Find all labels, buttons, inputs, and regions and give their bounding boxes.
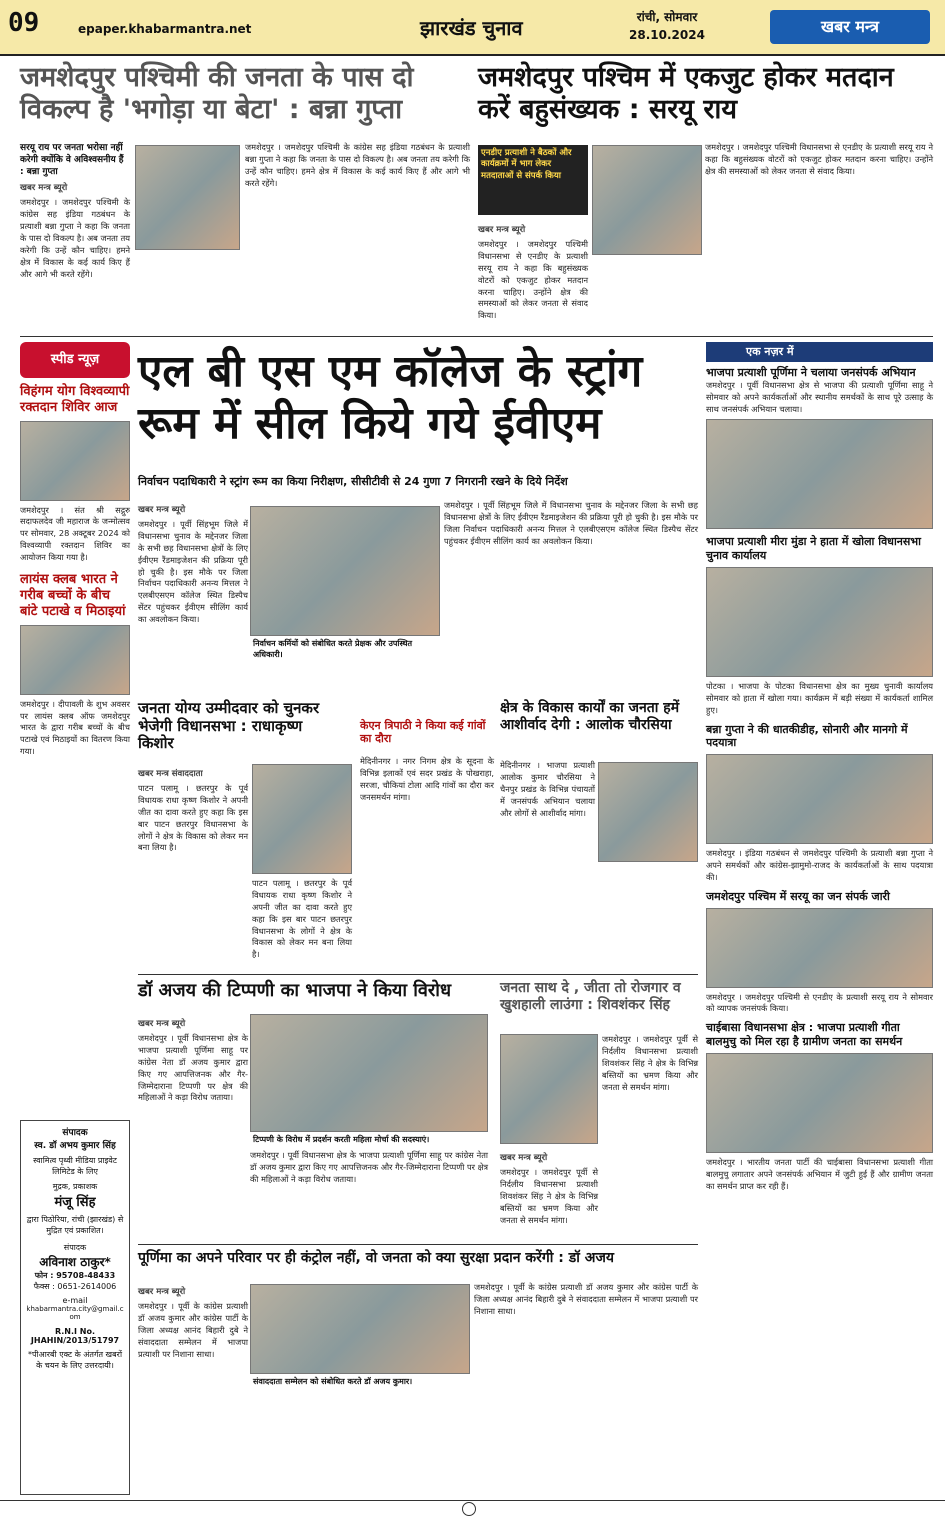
story1-col2 — [245, 142, 470, 332]
ek-nazar-n4-photo — [706, 908, 933, 988]
ek-nazar-badge-box — [706, 342, 933, 362]
section-title: झारखंड चुनाव — [420, 16, 523, 40]
story5-col — [360, 756, 494, 968]
story7-col2 — [250, 1150, 488, 1240]
imprint-editor-label: संपादक — [63, 1243, 87, 1252]
story8-byline: खबर मन्त्र ब्यूरो — [500, 1153, 548, 1163]
imprint-printer: मंजू सिंह — [54, 1195, 96, 1210]
story4-photo — [252, 764, 352, 874]
story2-body-continued: जमशेदपुर । जमशेदपुर पश्चिमी विधानसभा से एनडीए के प्रत्याशी सरयू राय ने कहा कि बहुसंख्यक वोटरों को एकजुट होकर मतदान करना चाहिए। उन्होंने क्षेत्र की समस्याओं को लेकर जनता से संवाद किया। — [705, 142, 933, 176]
imprint-fax: फैक्स : 0651-2614006 — [33, 1282, 117, 1291]
main-body: जमशेदपुर । पूर्वी सिंहभूम जिले में विधानसभा चुनाव के मद्देनजर जिला के सभी छह विधानसभा क्षेत्रों के लिए ईवीएम रैंडमाइजेशन की प्रक्रिया पूरी हो चुकी है। इस मौके पर जिला निर्वाचन पदाधिकारी अनन्य मित्तल ने एलबीएसएम कॉलेज स्थित डिस्पैच सेंटर पहुंचकर ईवीएम सीलिंग कार्य का अवलोकन किया। — [138, 519, 248, 625]
story4-body-continued: पाटन पलामू । छतरपुर के पूर्व विधायक राधा कृष्ण किशोर ने अपनी जीत का दावा करते हुए कहा कि इस बार पाटन छतरपुर विधानसभा के लोगों ने क्षेत्र के विकास को लेकर मन बना लिया है। — [252, 878, 352, 960]
ek-nazar-n3-photo — [706, 754, 933, 844]
story9-caption-box — [250, 1375, 470, 1389]
main-subhead-box — [138, 474, 698, 496]
imprint-editor: अविनाश ठाकुर* — [39, 1255, 111, 1269]
date: 28.10.2024 — [629, 28, 705, 42]
speed-news-item1-photo — [20, 421, 130, 501]
story9-body: जमशेदपुर । पूर्वी के कांग्रेस प्रत्याशी डॉ अजय कुमार और कांग्रेस पार्टी के जिला अध्यक्ष आनंद बिहारी दुबे ने संवाददाता सम्मेलन में भाजपा प्रत्याशी पर निशाना साधा। — [138, 1301, 248, 1359]
brand-logo: खबर मन्त्र — [770, 10, 930, 44]
story2-col1 — [478, 220, 588, 332]
main-byline: खबर मन्त्र ब्यूरो — [138, 505, 186, 515]
main-photo — [250, 506, 440, 636]
story6-col — [500, 760, 595, 968]
story1-headline-box — [20, 62, 468, 140]
story5-body: मेदिनीनगर । नगर निगम क्षेत्र के सूदना के विभिन्न इलाकों एवं सदर प्रखंड के पोखराहा, सरजा, चौकियां टोला आदि गांवों का दौरा कर जनसमर्थन मांगा। — [360, 756, 494, 802]
main-col1 — [138, 500, 248, 690]
ek-nazar-n4-title: जमशेदपुर पश्चिम में सरयू का जन संपर्क जारी — [706, 889, 890, 903]
story5-headline: केएन त्रिपाठी ने किया कई गांवों का दौरा — [360, 719, 486, 745]
epaper-url[interactable]: epaper.khabarmantra.net — [78, 22, 252, 36]
story7-body: जमशेदपुर । पूर्वी विधानसभा क्षेत्र के भाजपा प्रत्याशी पूर्णिमा साहू पर कांग्रेस नेता डॉ अजय कुमार द्वारा किए गए आपत्तिजनक और गैर-जिम्मेदाराना टिप्पणी पर क्षेत्र की महिलाओं ने कड़ा विरोध जताया। — [138, 1033, 248, 1103]
story7-caption-box — [250, 1133, 488, 1147]
main-headline-box — [138, 346, 698, 470]
story9-body-continued: जमशेदपुर । पूर्वी के कांग्रेस प्रत्याशी डॉ अजय कुमार और कांग्रेस पार्टी के जिला अध्यक्ष आनंद बिहारी दुबे ने संवाददाता सम्मेलन में भाजपा प्रत्याशी पर निशाना साधा। — [474, 1282, 698, 1316]
ek-nazar-badge: एक नज़र में — [746, 345, 794, 358]
registration-mark-icon — [462, 1502, 476, 1516]
story7-body-continued: जमशेदपुर । पूर्वी विधानसभा क्षेत्र के भाजपा प्रत्याशी पूर्णिमा साहू पर कांग्रेस नेता डॉ अजय कुमार द्वारा किए गए आपत्तिजनक और गैर-जिम्मेदाराना टिप्पणी पर क्षेत्र की महिलाओं ने कड़ा विरोध जताया। — [250, 1150, 488, 1184]
ek-nazar-n1-photo — [706, 419, 933, 529]
story5-headline-box — [360, 720, 494, 754]
city-day: रांची, सोमवार — [636, 10, 698, 24]
story2-highlight: एनडीए प्रत्याशी ने बैठकों और कार्यक्रमों में भाग लेकर मतदाताओं से संपर्क किया — [481, 148, 572, 181]
page-footer — [0, 1500, 945, 1517]
imprint-note: *पीआरबी एक्ट के अंतर्गत खबरों के चयन के लिए उत्तरदायी। — [27, 1350, 123, 1370]
story4-col2 — [252, 878, 352, 968]
story6-photo — [598, 762, 698, 862]
story8-col2 — [602, 1034, 698, 1240]
story9-col — [138, 1282, 248, 1494]
main-body-continued: जमशेदपुर । पूर्वी सिंहभूम जिले में विधानसभा चुनाव के मद्देनजर जिला के सभी छह विधानसभा क्षेत्रों के लिए ईवीएम रैंडमाइजेशन की प्रक्रिया पूरी हो चुकी है। इस मौके पर जिला निर्वाचन पदाधिकारी अनन्य मित्तल ने एलबीएसएम कॉलेज स्थित डिस्पैच सेंटर पहुंचकर ईवीएम सीलिंग कार्य का अवलोकन किया। — [444, 500, 698, 546]
story2-headline-box — [478, 62, 933, 140]
ek-nazar-n2-title: भाजपा प्रत्याशी मीरा मुंडा ने हाता में खोला विधानसभा चुनाव कार्यालय — [706, 535, 921, 563]
speed-news-col — [20, 384, 130, 794]
divider — [138, 1244, 698, 1245]
story6-body: मेदिनीनगर । भाजपा प्रत्याशी आलोक कुमार चौरसिया ने चैनपुर प्रखंड के विभिन्न पंचायतों में जनसंपर्क अभियान चलाया और लोगों से आशीर्वाद मांगा। — [500, 760, 595, 818]
dateline — [612, 8, 722, 44]
story9-byline: खबर मन्त्र ब्यूरो — [138, 1287, 186, 1297]
story2-highlight-box — [478, 145, 588, 215]
imprint-phone: फोन : 95708-48433 — [34, 1271, 116, 1280]
story1-body-continued: जमशेदपुर । जमशेदपुर पश्चिमी के कांग्रेस सह इंडिया गठबंधन के प्रत्याशी बन्ना गुप्ता ने कहा कि जनता के पास दो विकल्प है। अब जनता तय करेगी कि उन्हें कौन चाहिए। हमने क्षेत्र में विकास के कई कार्य किए हैं और आगे भी करते रहेंगे। — [245, 142, 470, 188]
imprint-publisher-line: स्वामित्व पृथ्वी मीडिया प्राइवेट लिमिटेड के लिए — [33, 1156, 117, 1176]
main-caption-box — [250, 637, 440, 659]
ek-nazar-n5-photo — [706, 1053, 933, 1153]
speed-news-item1-title: विहंगम योग विश्वव्यापी रक्तदान शिविर आज — [20, 384, 130, 416]
speed-news-badge-box — [20, 342, 130, 378]
main-headline: एल बी एस एम कॉलेज के स्ट्रांग रूम में सील किये गये ईवीएम — [138, 346, 643, 449]
imprint-email[interactable]: khabarmantra.city@gmail.com — [26, 1305, 124, 1321]
story1-body: जमशेदपुर । जमशेदपुर पश्चिमी के कांग्रेस सह इंडिया गठबंधन के प्रत्याशी बन्ना गुप्ता ने कहा कि जनता के पास दो विकल्प है। अब जनता तय करेगी कि उन्हें कौन चाहिए। हमने क्षेत्र में विकास के कई कार्य किए हैं और आगे भी करते रहेंगे। — [20, 197, 130, 279]
story1-byline: खबर मन्त्र ब्यूरो — [20, 183, 68, 194]
ek-nazar-n5-body: जमशेदपुर । भारतीय जनता पार्टी की चाईबासा विधानसभा प्रत्याशी गीता बालमुचु लगातार अपने जनसंपर्क अभियान में जुटी हुई हैं और ग्रामीण जनता का समर्थन प्राप्त कर रही हैं। — [706, 1156, 933, 1191]
story8-col — [500, 1148, 598, 1240]
speed-news-item2-title: लायंस क्लब भारत ने गरीब बच्चों के बीच बांटे पटाखे व मिठाइयां — [20, 571, 126, 620]
imprint-title: संपादक — [62, 1128, 88, 1138]
speed-news-badge: स्पीड न्यूज़ — [50, 352, 100, 367]
story4-headline: जनता योग्य उम्मीदवार को चुनकर भेजेगी विधानसभा : राधाकृष्ण किशोर — [138, 699, 320, 753]
imprint-address: द्वारा पिठोरिया, रांची (झारखंड) से मुद्रित एवं प्रकाशित। — [26, 1215, 124, 1235]
ek-nazar-n3-title: बन्ना गुप्ता ने की धातकीडीह, सोनारी और मानगो में पदयात्रा — [706, 722, 908, 750]
divider — [20, 336, 933, 337]
story2-byline: खबर मन्त्र ब्यूरो — [478, 225, 526, 235]
story2-col2 — [705, 142, 933, 332]
story7-caption: टिप्पणी के विरोध में प्रदर्शन करती महिला मोर्चा की सदस्याएं। — [250, 1133, 488, 1146]
story4-body: पाटन पलामू । छतरपुर के पूर्व विधायक राधा कृष्ण किशोर ने अपनी जीत का दावा करते हुए कहा कि इस बार पाटन छतरपुर विधानसभा के लोगों ने क्षेत्र के विकास को लेकर मन बना लिया है। — [138, 783, 248, 853]
story1-headline: जमशेदपुर पश्चिमी की जनता के पास दो विकल्प है 'भगोड़ा या बेटा' : बन्ना गुप्ता — [20, 62, 414, 125]
masthead — [0, 0, 945, 56]
story4-col — [138, 764, 248, 969]
story1-photo — [135, 145, 240, 250]
story7-headline: डॉ अजय की टिप्पणी का भाजपा ने किया विरोध — [138, 980, 452, 1001]
story7-byline: खबर मन्त्र ब्यूरो — [138, 1019, 186, 1029]
story7-photo — [250, 1014, 488, 1132]
ek-nazar-n2-photo — [706, 567, 933, 677]
story1-pull: सरयू राय पर जनता भरोसा नहीं करेगी क्योंकि वे अविश्वसनीय हैं : बन्ना गुप्ता — [20, 143, 124, 178]
story9-col2 — [474, 1282, 698, 1494]
story7-headline-box — [138, 980, 478, 1010]
page-number: 09 — [8, 8, 40, 38]
ek-nazar-n3-body: जमशेदपुर । इंडिया गठबंधन से जमशेदपुर पश्चिमी के प्रत्याशी बन्ना गुप्ता ने अपने समर्थकों और कांग्रेस-झामुमो-राजद के कार्यकर्ताओं के साथ पदयात्रा की। — [706, 848, 933, 882]
story1-intro — [20, 142, 130, 332]
ek-nazar-n4-body: जमशेदपुर । जमशेदपुर पश्चिमी से एनडीए के प्रत्याशी सरयू राय ने सोमवार को व्यापक जनसंपर्क किया। — [706, 991, 933, 1014]
ek-nazar-n2-body: पोटका । भाजपा के पोटका विधानसभा क्षेत्र का मुख्य चुनावी कार्यालय सोमवार को हाता में खोला गया। कार्यक्रम में बड़ी संख्या में कार्यकर्ता शामिल हुए। — [706, 680, 933, 715]
imprint-rni: R.N.I No. JHAHIN/2013/51797 — [30, 1327, 120, 1345]
speed-news-item2-body: जमशेदपुर । दीपावली के शुभ अवसर पर लायंस क्लब ऑफ जमशेदपुर भारत के द्वारा गरीब बच्चों के बीच पटाखे एवं मिठाइयों का वितरण किया गया। — [20, 698, 130, 757]
story9-caption: संवाददाता सम्मेलन को संबोधित करते डॉ अजय कुमार। — [250, 1375, 470, 1388]
divider — [138, 974, 698, 975]
imprint-owner: स्व. डॉ अभय कुमार सिंह — [34, 1141, 116, 1151]
story8-body-continued: जमशेदपुर । जमशेदपुर पूर्वी से निर्दलीय विधानसभा प्रत्याशी शिवशंकर सिंह ने क्षेत्र के विभिन्न बस्तियों का भ्रमण किया और जनता से समर्थन मांगा। — [602, 1034, 698, 1092]
imprint-email-label: e-mail — [62, 1296, 88, 1305]
ek-nazar-col — [706, 366, 933, 1496]
story9-photo — [250, 1284, 470, 1374]
story6-headline-box — [500, 700, 698, 756]
ek-nazar-n1-body: जमशेदपुर । पूर्वी विधानसभा क्षेत्र से भाजपा की प्रत्याशी पूर्णिमा साहू ने सोमवार को अपने कार्यकर्ताओं और स्थानीय समर्थकों के साथ पूरे उत्साह के साथ जनसंपर्क अभियान चलाया। — [706, 379, 933, 414]
main-subhead: निर्वाचन पदाधिकारी ने स्ट्रांग रूम का किया निरीक्षण, सीसीटीवी से 24 गुणा 7 निगरानी रखने के दिये निर्देश — [138, 475, 568, 488]
story4-byline: खबर मन्त्र संवाददाता — [138, 769, 203, 779]
story4-headline-box — [138, 700, 333, 760]
story6-headline: क्षेत्र के विकास कार्यों का जनता हमें आशीर्वाद देगी : आलोक चौरसिया — [500, 700, 680, 733]
story8-photo — [500, 1034, 598, 1144]
main-col2 — [444, 500, 698, 690]
story8-headline: जनता साथ दे , जीता तो रोजगार व खुशहाली लाउंगा : शिवशंकर सिंह — [500, 980, 681, 1013]
speed-news-item2-photo — [20, 625, 130, 695]
story2-headline: जमशेदपुर पश्चिम में एकजुट होकर मतदान करें बहुसंख्यक : सरयू राय — [478, 62, 894, 125]
imprint-box — [20, 1120, 130, 1495]
story2-photo — [592, 145, 702, 255]
ek-nazar-n5-title: चाईबासा विधानसभा क्षेत्र : भाजपा प्रत्याशी गीता बालमुचु को मिल रहा है ग्रामीण जनता का समर्थन — [706, 1021, 903, 1049]
story8-body: जमशेदपुर । जमशेदपुर पूर्वी से निर्दलीय विधानसभा प्रत्याशी शिवशंकर सिंह ने क्षेत्र के विभिन्न बस्तियों का भ्रमण किया और जनता से समर्थन मांगा। — [500, 1167, 598, 1225]
imprint-printer-label: मुद्रक, प्रकाशक — [52, 1182, 98, 1191]
speed-news-item1-body: जमशेदपुर । संत श्री सद्गुरु सदाफलदेव जी महाराज के जन्मोत्सव पर सोमवार, 28 अक्टूबर 2024 को विश्वव्यापी रक्तदान शिविर का आयोजन किया गया है। — [20, 504, 130, 563]
story2-body: जमशेदपुर । जमशेदपुर पश्चिमी विधानसभा से एनडीए के प्रत्याशी सरयू राय ने कहा कि बहुसंख्यक वोटरों को एकजुट होकर मतदान करना चाहिए। उन्होंने क्षेत्र की समस्याओं को लेकर जनता से संवाद किया। — [478, 239, 588, 321]
story8-headline-box — [500, 980, 698, 1030]
ek-nazar-n1-title: भाजपा प्रत्याशी पूर्णिमा ने चलाया जनसंपर्क अभियान — [706, 366, 916, 379]
story9-headline-box — [138, 1250, 698, 1278]
story9-headline: पूर्णिमा का अपने परिवार पर ही कंट्रोल नहीं, वो जनता को क्या सुरक्षा प्रदान करेंगी : डॉ अजय — [138, 1250, 614, 1266]
main-caption: निर्वाचन कर्मियों को संबोधित करते प्रेक्षक और उपस्थित अधिकारी। — [250, 637, 440, 661]
story7-col — [138, 1014, 248, 1239]
